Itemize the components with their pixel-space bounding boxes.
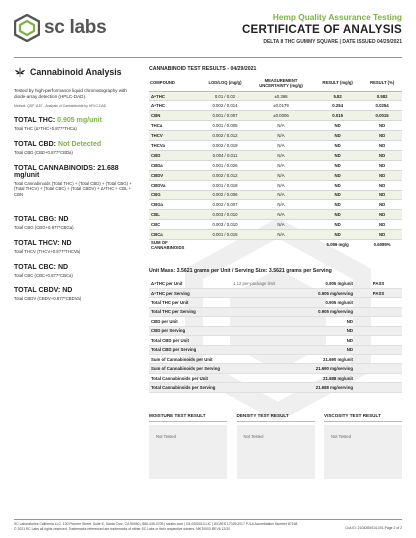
unit-status-cell: [355, 383, 402, 392]
result-mg-cell: ND: [313, 131, 362, 141]
result-mg-cell: ND: [313, 141, 362, 151]
lod-loq-cell: 0.002 / 0.012: [201, 170, 249, 180]
result-mg-cell: 0.254: [313, 101, 362, 111]
unit-row: [149, 345, 402, 354]
compound-cell: CBCa: [149, 230, 201, 240]
unit-label-cell: Total Cannabinoids per Unit: [149, 373, 231, 382]
unit-value-cell: 21.688 mg/unit: [295, 373, 355, 382]
unit-value-cell: 0.905 mg/unit: [295, 279, 355, 288]
hexagon-logo-icon: [14, 14, 40, 42]
total-cbdv-heading: TOTAL CBDV: ND: [14, 287, 73, 295]
viscosity-test: [324, 413, 402, 479]
total-thc-heading: [14, 117, 134, 124]
analysis-heading: [14, 66, 134, 78]
total-cbg-formula: Total CBG (CBG+0.877*CBGa): [14, 225, 74, 231]
unit-status-cell: [355, 345, 402, 354]
unit-row: [149, 354, 402, 363]
other-tests: [149, 413, 402, 479]
compound-cell: CBD: [149, 150, 201, 160]
table-row: [149, 170, 402, 180]
total-cbdv-formula: Total CBDV (CBDV+0.877*CBDVa): [14, 296, 82, 302]
table-row: [149, 220, 402, 230]
unit-value-cell: 21.690 mg/serving: [295, 364, 355, 373]
lod-loq-cell: 0.003 / 0.010: [201, 210, 249, 220]
sum-cell: SUM OF CANNABINOIDS: [151, 239, 185, 250]
total-cannabinoids-value: 21.688 mg/unit: [14, 164, 119, 179]
unit-label-cell: Sum of Cannabinoids per Serving: [149, 364, 231, 373]
unit-status-cell: PASS: [355, 279, 402, 288]
result-mg-cell: ND: [313, 210, 362, 220]
col-result-mg: RESULT (mg/g): [313, 77, 362, 91]
table-row: [149, 160, 402, 170]
uncertainty-cell: N/A: [249, 160, 313, 170]
unit-status-cell: [355, 336, 402, 345]
unit-status-cell: [355, 326, 402, 335]
total-cbc-formula: Total CBC (CBC+0.877*CBCa): [14, 272, 73, 278]
sc-labs-logo: [14, 14, 106, 42]
footer-coa-id: CoA ID: 210428X014-001 Page 2 of 2: [345, 526, 402, 530]
result-mg-cell: ND: [313, 180, 362, 190]
unit-status-cell: [355, 354, 402, 363]
header-divider: [14, 57, 402, 58]
unit-limit-cell: [231, 383, 295, 392]
compound-cell: CBDa: [149, 160, 201, 170]
unit-row: [149, 364, 402, 373]
total-cbc-heading: TOTAL CBC: ND: [14, 263, 69, 271]
result-mg-cell: ND: [313, 160, 362, 170]
unit-row: [149, 307, 402, 316]
uncertainty-cell: N/A: [249, 150, 313, 160]
total-cbd-value: Not Detected: [57, 141, 102, 148]
total-cannabinoids-heading: [14, 165, 134, 179]
compound-cell: CBN: [149, 111, 201, 121]
unit-label-cell: Total THC per Serving: [149, 307, 231, 316]
col-compound: COMPOUND: [149, 77, 201, 91]
result-pct-cell: ND: [362, 230, 402, 240]
result-mg-cell: 5.82: [313, 91, 362, 101]
total-cbd-formula: Total CBD (CBD+0.877*CBDa): [14, 150, 73, 155]
logo-text: sc labs: [44, 17, 107, 38]
density-test: [237, 413, 315, 479]
total-cannabinoids-label: TOTAL CANNABINOIDS:: [14, 164, 96, 172]
table-row: [149, 200, 402, 210]
compound-cell: CBL: [149, 210, 201, 220]
compound-cell: CBC: [149, 220, 201, 230]
unit-row: [149, 298, 402, 307]
footer-address: SC Laboratories California LLC. 100 Pioneer Street, Suite E, Santa Cruz, CA 95060 | 866-435-0709 | sclabs.com | C8-0000013-LIC | ISO/IES 17025:2017 PJLA Accreditation Number 87168: [14, 522, 298, 526]
result-mg-cell: 0.015: [313, 111, 362, 121]
unit-status-cell: [355, 298, 402, 307]
uncertainty-cell: N/A: [249, 210, 313, 220]
result-mg-cell: ND: [313, 220, 362, 230]
unit-label-cell: Sum of Cannabinoids per Unit: [149, 354, 231, 363]
result-pct-cell: 0.0015: [362, 111, 402, 121]
table-row: [149, 141, 402, 151]
lod-loq-cell: 0.002 / 0.006: [201, 190, 249, 200]
table-row: [149, 180, 402, 190]
page-header: [0, 0, 416, 56]
uncertainty-cell: N/A: [249, 200, 313, 210]
unit-row: [149, 326, 402, 335]
unit-status-cell: PASS: [355, 288, 402, 297]
unit-status-cell: [355, 317, 402, 326]
cannabis-leaf-icon: [14, 66, 26, 78]
unit-value-cell: ND: [295, 326, 355, 335]
uncertainty-cell: N/A: [249, 121, 313, 131]
table-row: [149, 121, 402, 131]
results-section: [149, 66, 402, 393]
unit-status-cell: [355, 364, 402, 373]
units-title: Unit Mass: 3.5621 grams per Unit / Serving Size: 3.5621 grams per Serving: [149, 267, 332, 274]
total-thc-label: TOTAL THC:: [14, 117, 56, 125]
density-test-value: Not Tested: [237, 425, 315, 479]
result-mg-cell: ND: [313, 200, 362, 210]
col-result-pct: RESULT (%): [362, 77, 402, 91]
total-cbd-label: TOTAL CBD:: [14, 141, 56, 148]
unit-limit-cell: [231, 307, 295, 316]
compound-cell: Δ⁸THC: [149, 91, 201, 101]
table-row: [149, 91, 402, 101]
result-mg-cell: ND: [313, 190, 362, 200]
unit-label-cell: Total CBD per Unit: [149, 336, 231, 345]
lod-loq-cell: 0.002 / 0.014: [201, 101, 249, 111]
compound-cell: THCa: [149, 121, 201, 131]
results-title: CANNABINOID TEST RESULTS - 04/29/2021: [149, 66, 257, 72]
uncertainty-cell: N/A: [249, 141, 313, 151]
uncertainty-cell: ±0.0006: [249, 111, 313, 121]
unit-limit-cell: [231, 354, 295, 363]
total-cbg-heading: TOTAL CBG: ND: [14, 216, 69, 224]
unit-value-cell: 0.905 mg/serving: [295, 307, 355, 316]
lod-loq-cell: 0.001 / 0.018: [201, 180, 249, 190]
unit-limit-cell: [231, 345, 295, 354]
viscosity-test-title: VISCOSITY TEST RESULT: [324, 413, 402, 422]
uncertainty-cell: N/A: [249, 220, 313, 230]
moisture-test: [149, 413, 227, 479]
viscosity-test-value: Not Tested: [324, 425, 402, 479]
page-title: CERTIFICATE OF ANALYSIS: [241, 23, 402, 36]
table-row: [149, 101, 402, 111]
table-header-row: [149, 77, 402, 91]
analysis-description: Tested by high-performance liquid chromatography with diode-array detection (HPLC-DAD).: [14, 88, 127, 100]
unit-label-cell: Δ⁹THC per Serving: [149, 288, 231, 297]
lod-loq-cell: 0.002 / 0.019: [201, 141, 249, 151]
result-mg-cell: ND: [313, 150, 362, 160]
unit-label-cell: Total THC per Unit: [149, 298, 231, 307]
sum-cell: 0.6089%: [373, 242, 391, 248]
moisture-test-title: MOISTURE TEST RESULT: [149, 413, 227, 422]
total-thcv-formula: Total THCV (THCV+0.877*THCVa): [14, 248, 81, 254]
col-lod-loq: LOD/LOQ (mg/g): [201, 77, 249, 91]
result-pct-cell: ND: [362, 121, 402, 131]
unit-value-cell: 0.905 mg/unit: [295, 298, 355, 307]
moisture-test-value: Not Tested: [149, 425, 227, 479]
footer-copyright: © 2021 SC Labs all rights reserved. Trademarks referenced are trademarks of either SC Labs or their respective owners. MKT0003 REV6 12/20: [14, 526, 231, 531]
lod-loq-cell: 0.001 / 0.005: [201, 121, 249, 131]
unit-limit-cell: [231, 317, 295, 326]
unit-value-cell: 21.688 mg/serving: [295, 383, 355, 392]
result-pct-cell: ND: [362, 190, 402, 200]
page-footer: [14, 519, 402, 531]
unit-status-cell: [355, 307, 402, 316]
header-kicker: Hemp Quality Assurance Testing: [272, 12, 402, 22]
unit-value-cell: 0.905 mg/serving: [295, 288, 355, 297]
result-pct-cell: ND: [362, 131, 402, 141]
result-mg-cell: ND: [313, 170, 362, 180]
compound-cell: THCVa: [149, 141, 201, 151]
analysis-title: Cannabinoid Analysis: [30, 67, 122, 77]
result-pct-cell: ND: [362, 150, 402, 160]
table-row: [149, 150, 402, 160]
cannabinoid-results-table: [149, 77, 402, 250]
unit-results-table: [149, 279, 402, 393]
result-pct-cell: ND: [362, 160, 402, 170]
unit-label-cell: CBD per Serving: [149, 326, 231, 335]
unit-label-cell: CBD per Unit: [149, 317, 231, 326]
compound-cell: CBDVa: [149, 180, 201, 190]
total-thcv-heading: TOTAL THCV: ND: [14, 239, 72, 247]
lod-loq-cell: 0.001 / 0.015: [201, 230, 249, 240]
total-cbd-heading: [14, 141, 134, 148]
total-thc-formula: Total THC (Δ⁹THC+0.877*THCa): [14, 126, 77, 132]
sum-cell: 6.089 mg/g: [326, 242, 349, 248]
uncertainty-cell: N/A: [249, 190, 313, 200]
table-row: [149, 190, 402, 200]
unit-label-cell: Total Cannabinoids per Serving: [149, 383, 231, 392]
table-row: [149, 111, 402, 121]
unit-label-cell: Total CBD per Serving: [149, 345, 231, 354]
result-mg-cell: ND: [313, 230, 362, 240]
lod-loq-cell: 0.001 / 0.026: [201, 160, 249, 170]
uncertainty-cell: ±0.0179: [249, 101, 313, 111]
unit-limit-cell: [231, 298, 295, 307]
compound-cell: CBG: [149, 190, 201, 200]
table-row: [149, 131, 402, 141]
method-note: Method: QSP 1157 - Analysis of Cannabinoids by HPLC-DAD: [14, 104, 107, 109]
table-row: [149, 230, 402, 240]
lod-loq-cell: 0.002 / 0.012: [201, 131, 249, 141]
header-subtitle: DELTA 8 THC GUMMY SQUARE | DATE ISSUED 04/29/2021: [263, 39, 402, 45]
uncertainty-cell: N/A: [249, 230, 313, 240]
sum-cell: [201, 239, 249, 250]
uncertainty-cell: N/A: [249, 131, 313, 141]
unit-limit-cell: [231, 373, 295, 382]
compound-cell: THCV: [149, 131, 201, 141]
compound-cell: Δ⁹THC: [149, 101, 201, 111]
result-pct-cell: ND: [362, 141, 402, 151]
uncertainty-cell: N/A: [249, 170, 313, 180]
sum-cell: [249, 239, 313, 250]
unit-limit-cell: 1.12 per-package limit: [231, 279, 295, 288]
unit-status-cell: [355, 373, 402, 382]
lod-loq-cell: 0.002 / 0.007: [201, 200, 249, 210]
result-pct-cell: ND: [362, 200, 402, 210]
unit-value-cell: ND: [295, 345, 355, 354]
density-test-title: DENSITY TEST RESULT: [237, 413, 315, 422]
col-uncertainty: MEASUREMENT UNCERTAINTY (mg/g): [249, 77, 313, 91]
unit-row: [149, 383, 402, 392]
lod-loq-cell: 0.003 / 0.010: [201, 220, 249, 230]
result-pct-cell: ND: [362, 220, 402, 230]
compound-cell: CBGa: [149, 200, 201, 210]
result-pct-cell: 0.0254: [362, 101, 402, 111]
unit-row: [149, 288, 402, 297]
result-pct-cell: ND: [362, 180, 402, 190]
unit-limit-cell: [231, 288, 295, 297]
table-row: [149, 210, 402, 220]
unit-row: [149, 279, 402, 288]
total-thc-value: 0.905 mg/unit: [57, 117, 102, 125]
result-pct-cell: ND: [362, 210, 402, 220]
total-cannabinoids-formula: Total Cannabinoids (Total THC) + (Total CBD) + (Total CBG) + (Total THCV) + (Total CBC) + (Total CBDV) + Δ⁸THC + CBL + CBN: [14, 180, 132, 197]
compound-cell: CBDV: [149, 170, 201, 180]
unit-value-cell: ND: [295, 317, 355, 326]
unit-row: [149, 336, 402, 345]
result-pct-cell: ND: [362, 170, 402, 180]
unit-value-cell: 21.690 mg/unit: [295, 354, 355, 363]
uncertainty-cell: N/A: [249, 180, 313, 190]
result-pct-cell: 0.582: [362, 91, 402, 101]
unit-row: [149, 317, 402, 326]
unit-limit-cell: [231, 336, 295, 345]
lod-loq-cell: 0.001 / 0.007: [201, 111, 249, 121]
unit-value-cell: ND: [295, 336, 355, 345]
unit-limit-cell: [231, 364, 295, 373]
lod-loq-cell: 0.01 / 0.02: [201, 91, 249, 101]
unit-limit-cell: [231, 326, 295, 335]
sum-row: [149, 239, 402, 250]
unit-label-cell: Δ⁹THC per Unit: [149, 279, 231, 288]
analysis-summary: [14, 66, 134, 302]
uncertainty-cell: ±0.368: [249, 91, 313, 101]
lod-loq-cell: 0.004 / 0.011: [201, 150, 249, 160]
result-mg-cell: ND: [313, 121, 362, 131]
unit-row: [149, 373, 402, 382]
